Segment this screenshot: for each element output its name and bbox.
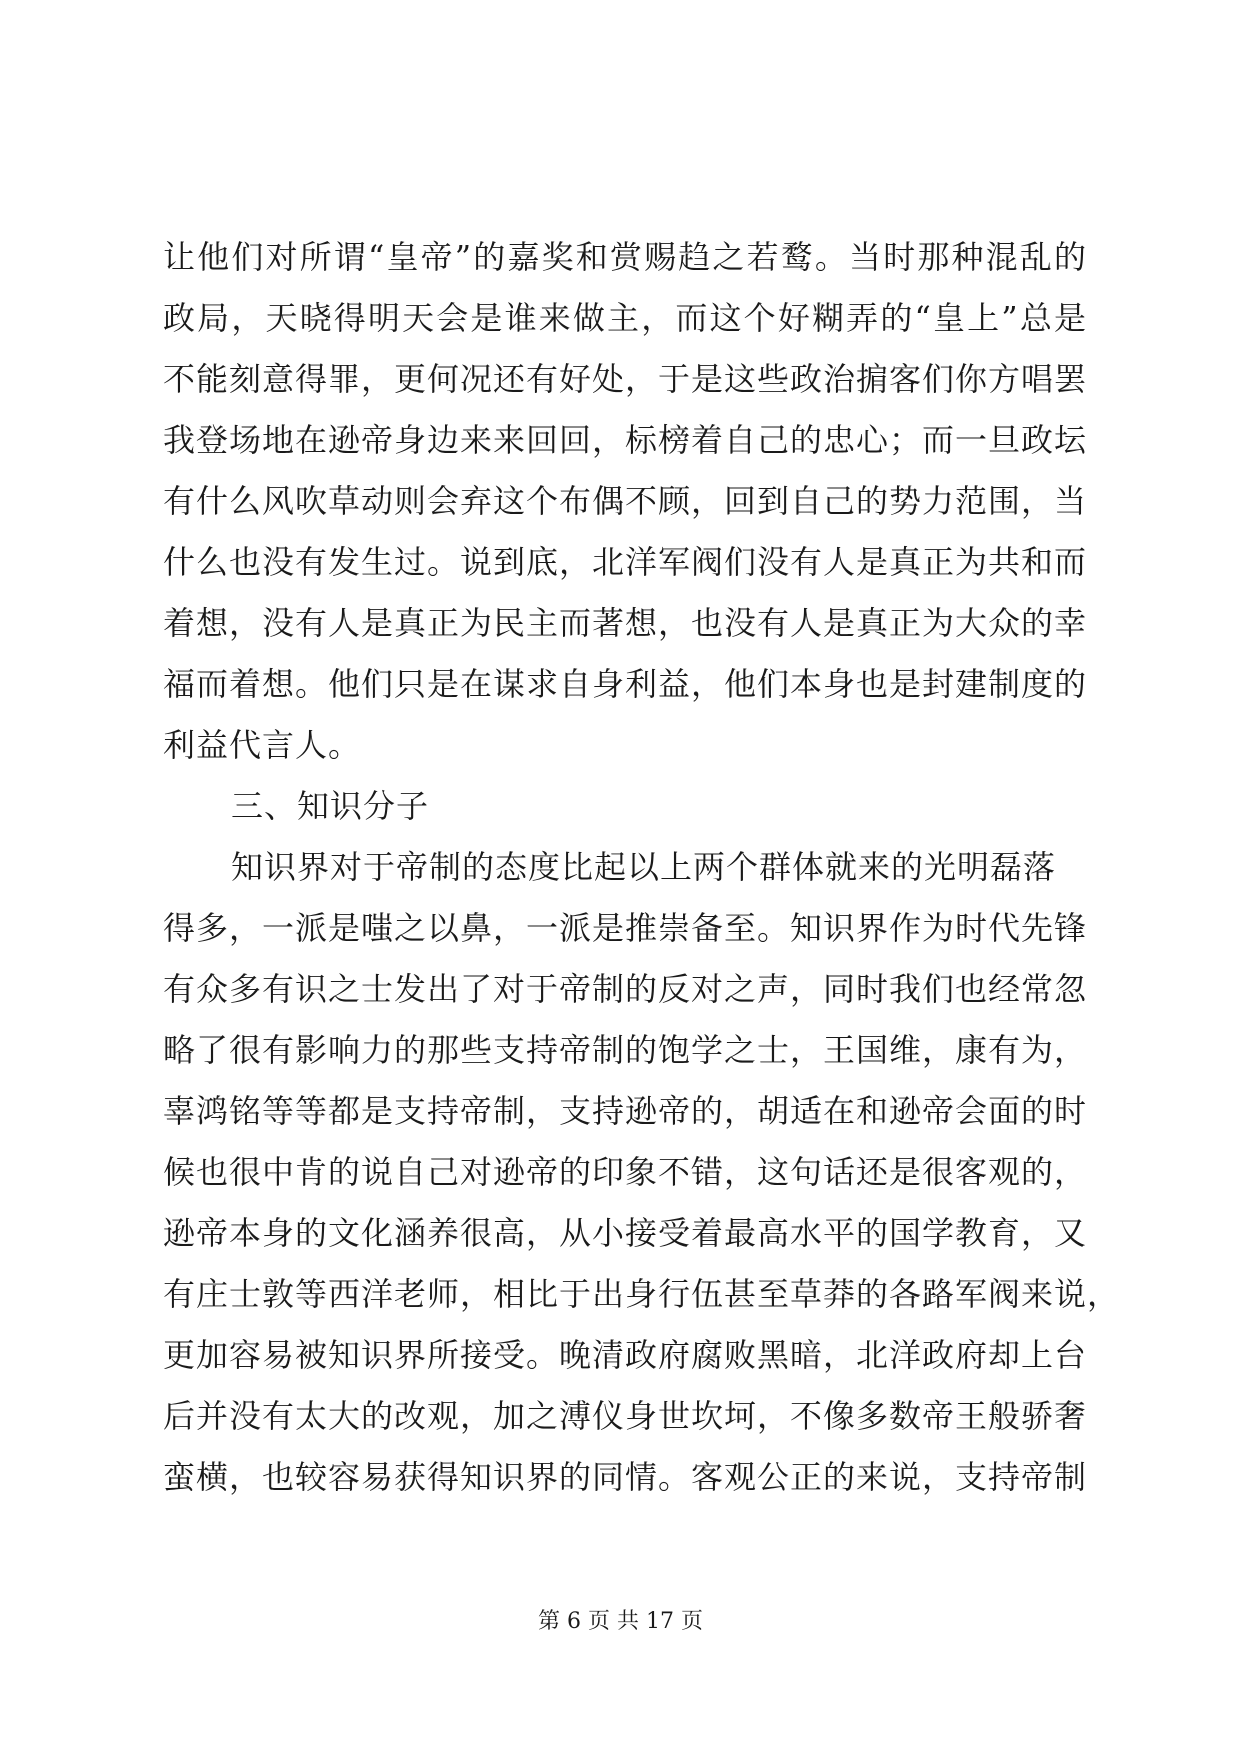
text-line: 我登场地在逊帝身边来来回回，标榜着自己的忠心；而一旦政坛	[163, 421, 1088, 459]
text-line: 辜鸿铭等等都是支持帝制，支持逊帝的，胡适在和逊帝会面的时	[163, 1092, 1088, 1130]
text-line: 更加容易被知识界所接受。晚清政府腐败黑暗，北洋政府却上台	[163, 1336, 1088, 1374]
text-line: 有庄士敦等西洋老师，相比于出身行伍甚至草莽的各路军阀来说，	[163, 1275, 1121, 1313]
text-line: 逊帝本身的文化涵养很高，从小接受着最高水平的国学教育，又	[163, 1214, 1088, 1252]
body-text	[163, 227, 1121, 1508]
text-line: 略了很有影响力的那些支持帝制的饱学之士，王国维，康有为，	[163, 1031, 1088, 1069]
text-line: 得多，一派是嗤之以鼻，一派是推崇备至。知识界作为时代先锋	[163, 909, 1088, 947]
text-line: 政局，天晓得明天会是谁来做主，而这个好糊弄的“皇上”总是	[163, 299, 1087, 337]
text-line: 后并没有太大的改观，加之溥仪身世坎坷，不像多数帝王般骄奢	[163, 1397, 1088, 1435]
text-line: 让他们对所谓“皇帝”的嘉奖和赏赐趋之若鹜。当时那种混乱的	[163, 238, 1087, 276]
section-heading: 三、知识分子	[231, 787, 430, 825]
text-line: 有什么风吹草动则会弃这个布偶不顾，回到自己的势力范围，当	[163, 482, 1088, 520]
text-line: 知识界对于帝制的态度比起以上两个群体就来的光明磊落	[231, 848, 1057, 886]
text-line: 着想，没有人是真正为民主而著想，也没有人是真正为大众的幸	[163, 604, 1088, 642]
text-line: 什么也没有发生过。说到底，北洋军阀们没有人是真正为共和而	[163, 543, 1088, 581]
text-line: 候也很中肯的说自己对逊帝的印象不错，这句话还是很客观的，	[163, 1153, 1088, 1191]
text-line: 有众多有识之士发出了对于帝制的反对之声，同时我们也经常忽	[163, 970, 1088, 1008]
text-line: 利益代言人。	[163, 726, 362, 764]
page-footer: 第 6 页 共 17 页	[538, 1609, 703, 1634]
text-line: 蛮横，也较容易获得知识界的同情。客观公正的来说，支持帝制	[163, 1458, 1088, 1496]
text-line: 不能刻意得罪，更何况还有好处，于是这些政治掮客们你方唱罢	[163, 360, 1088, 398]
text-line: 福而着想。他们只是在谋求自身利益，他们本身也是封建制度的	[163, 665, 1088, 703]
